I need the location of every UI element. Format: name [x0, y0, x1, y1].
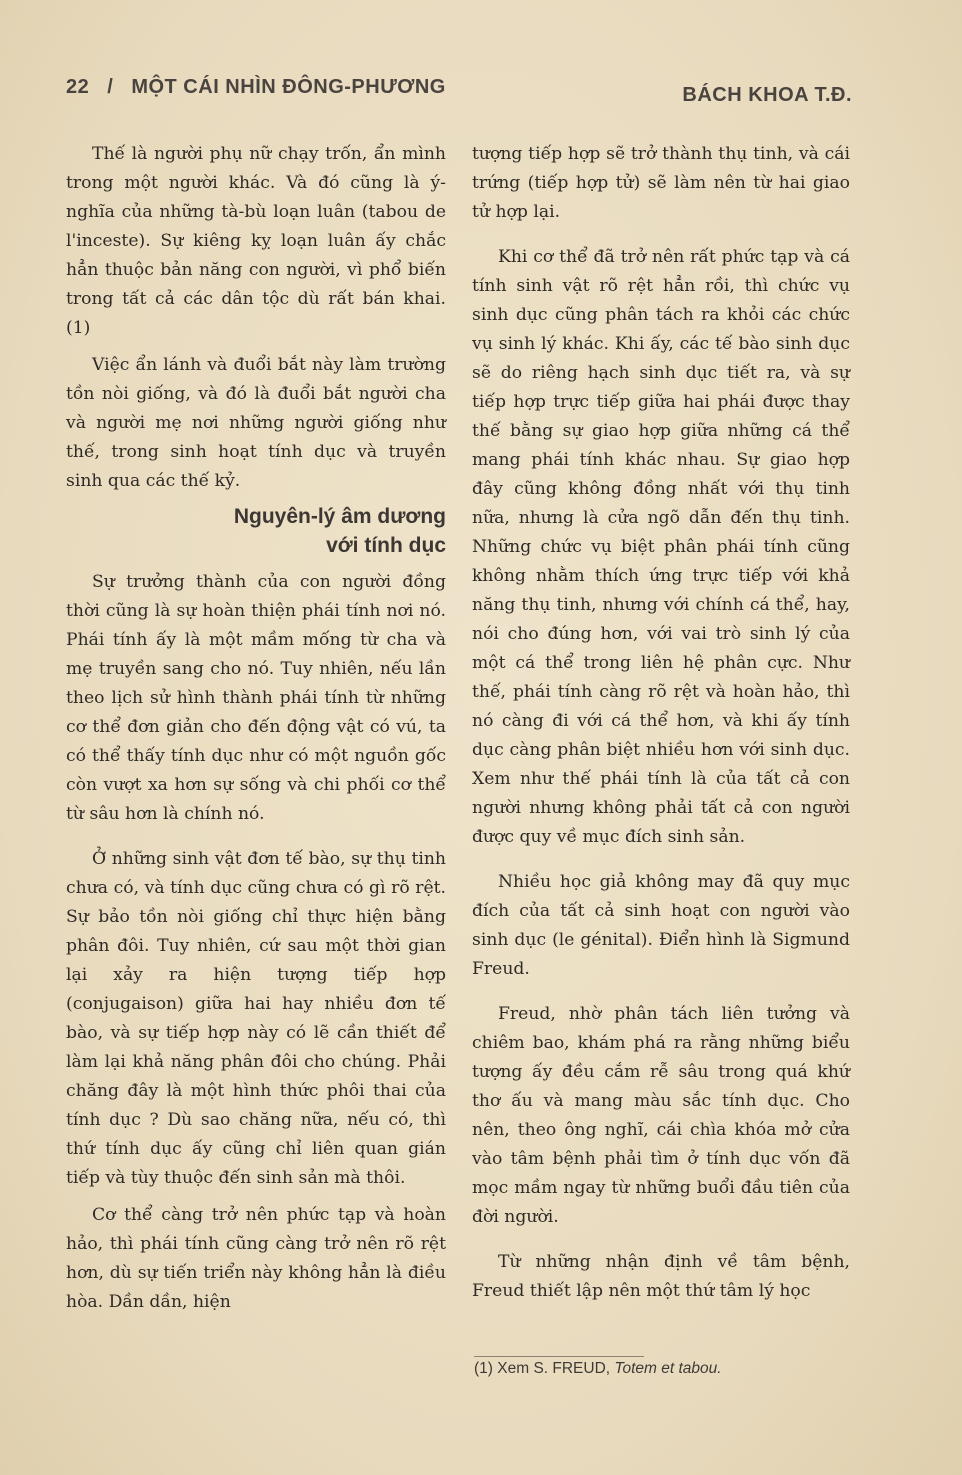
paragraph: Thế là người phụ nữ chạy trốn, ẩn mình trong một người khác. Và đó cũng là ý-nghĩa của những tà-bù loạn luân (tabou de l'inceste). Sự kiêng kỵ loạn luân ấy chắc hẳn thuộc bản năng con người, vì phổ biến trong tất cả các dân tộc dù rất bán khai. (1)	[66, 144, 446, 338]
page-number: 22	[66, 76, 90, 98]
paragraph: Cơ thể càng trở nên phức tạp và hoàn hảo, thì phái tính cũng càng trở nên rõ rệt hơn, dù sự tiến triển này không hẳn là điều hòa. Dần dần, hiện	[66, 1205, 446, 1312]
paragraph: Khi cơ thể đã trở nên rất phức tạp và cá tính sinh vật rõ rệt hẳn rồi, thì chức vụ sinh dục cũng phân tách ra khỏi các chức vụ sinh lý khác. Khi ấy, các tế bào sinh dục sẽ do riêng hạch sinh dục tiết ra, và sự tiếp hợp trực tiếp giữa hai phái được thay thế bằng sự giao hợp giữa những cá thể mang phái tính khác nhau. Sự giao hợp đây cũng không đồng nhất với thụ tinh nữa, nhưng là cửa ngõ dẫn đến thụ tinh. Những chức vụ biệt phân phái tính cũng không nhằm thích ứng trực tiếp với khả năng thụ tinh, nhưng với chính cá thể, hay, nói cho đúng hơn, với vai trò sinh lý của một cá thể trong liên hệ phân cực. Như thế, phái tính càng rõ rệt và hoàn hảo, thì nó càng đi với cá thể hơn, và khi ấy tính dục càng phân biệt nhiều hơn với sinh dục. Xem như thế phái tính là của tất cả con người nhưng không phải tất cả con người được quy về mục đích sinh sản.	[472, 247, 850, 847]
paragraph: tượng tiếp hợp sẽ trở thành thụ tinh, và cái trứng (tiếp hợp tử) sẽ làm nên từ hai giao tử hợp lại.	[472, 144, 850, 222]
paragraph: Ở những sinh vật đơn tế bào, sự thụ tinh chưa có, và tính dục cũng chưa có gì rõ rệt. Sự bảo tồn nòi giống chỉ thực hiện bằng phân đôi. Tuy nhiên, cứ sau một thời gian lại xảy ra hiện tượng tiếp hợp (conjugaison) giữa hai hay nhiều đơn tế bào, và sự tiếp hợp này có lẽ cần thiết để làm lại khả năng phân đôi cho chúng. Phải chăng đây là một hình thức phôi thai của tính dục ? Dù sao chăng nữa, nếu có, thì thứ tính dục ấy cũng chỉ liên quan gián tiếp và tùy thuộc đến sinh sản mà thôi.	[66, 849, 446, 1188]
footnote	[474, 1360, 854, 1378]
footnote-marker: (1)	[474, 1360, 493, 1377]
magazine-name: BÁCH KHOA T.Đ.	[682, 84, 852, 106]
section-heading-line-1: Nguyên-lý âm dương	[233, 505, 446, 528]
paragraph: Từ những nhận định về tâm bệnh, Freud thiết lập nên một thứ tâm lý học	[472, 1252, 850, 1301]
paragraph: Freud, nhờ phân tách liên tưởng và chiêm bao, khám phá ra rằng những biểu tượng ấy đều cắm rễ sâu trong quá khứ thơ ấu và mang màu sắc tính dục. Cho nên, theo ông nghĩ, cái chìa khóa mở cửa vào tâm bệnh phải tìm ở tính dục vốn đã mọc mầm ngay từ những buổi đầu tiên của đời người.	[472, 1004, 850, 1227]
header-left	[66, 76, 446, 99]
paragraph: Nhiều học giả không may đã quy mục đích của tất cả sinh hoạt con người vào sinh dục (le génital). Điển hình là Sigmund Freud.	[472, 872, 850, 979]
section-heading-line-2: với tính dục	[326, 534, 446, 557]
paragraph: Sự trưởng thành của con người đồng thời cũng là sự hoàn thiện phái tính nơi nó. Phái tính ấy là một mầm mống từ cha và mẹ truyền sang cho nó. Tuy nhiên, nếu lần theo lịch sử hình thành phái tính từ những cơ thể đơn giản cho đến động vật có vú, ta có thể thấy tính dục như có một nguồn gốc còn vượt xa hơn sự sống và chi phối cơ thể từ sâu hơn là chính nó.	[66, 572, 446, 824]
footnote-title: Totem et tabou.	[614, 1360, 722, 1377]
left-column	[66, 140, 446, 1317]
header-separator: /	[107, 76, 114, 98]
footnote-rule	[474, 1356, 644, 1357]
running-header	[66, 76, 852, 106]
right-column	[472, 140, 850, 1306]
section-heading	[66, 502, 446, 560]
section-title: MỘT CÁI NHÌN ĐÔNG-PHƯƠNG	[131, 76, 446, 98]
footnote-text: Xem S. FREUD,	[497, 1360, 611, 1377]
paragraph: Việc ẩn lánh và đuổi bắt này làm trường tồn nòi giống, và đó là đuổi bắt người cha và người mẹ nơi những người giống như thế, trong sinh hoạt tính dục và truyền sinh qua các thế kỷ.	[66, 355, 446, 491]
